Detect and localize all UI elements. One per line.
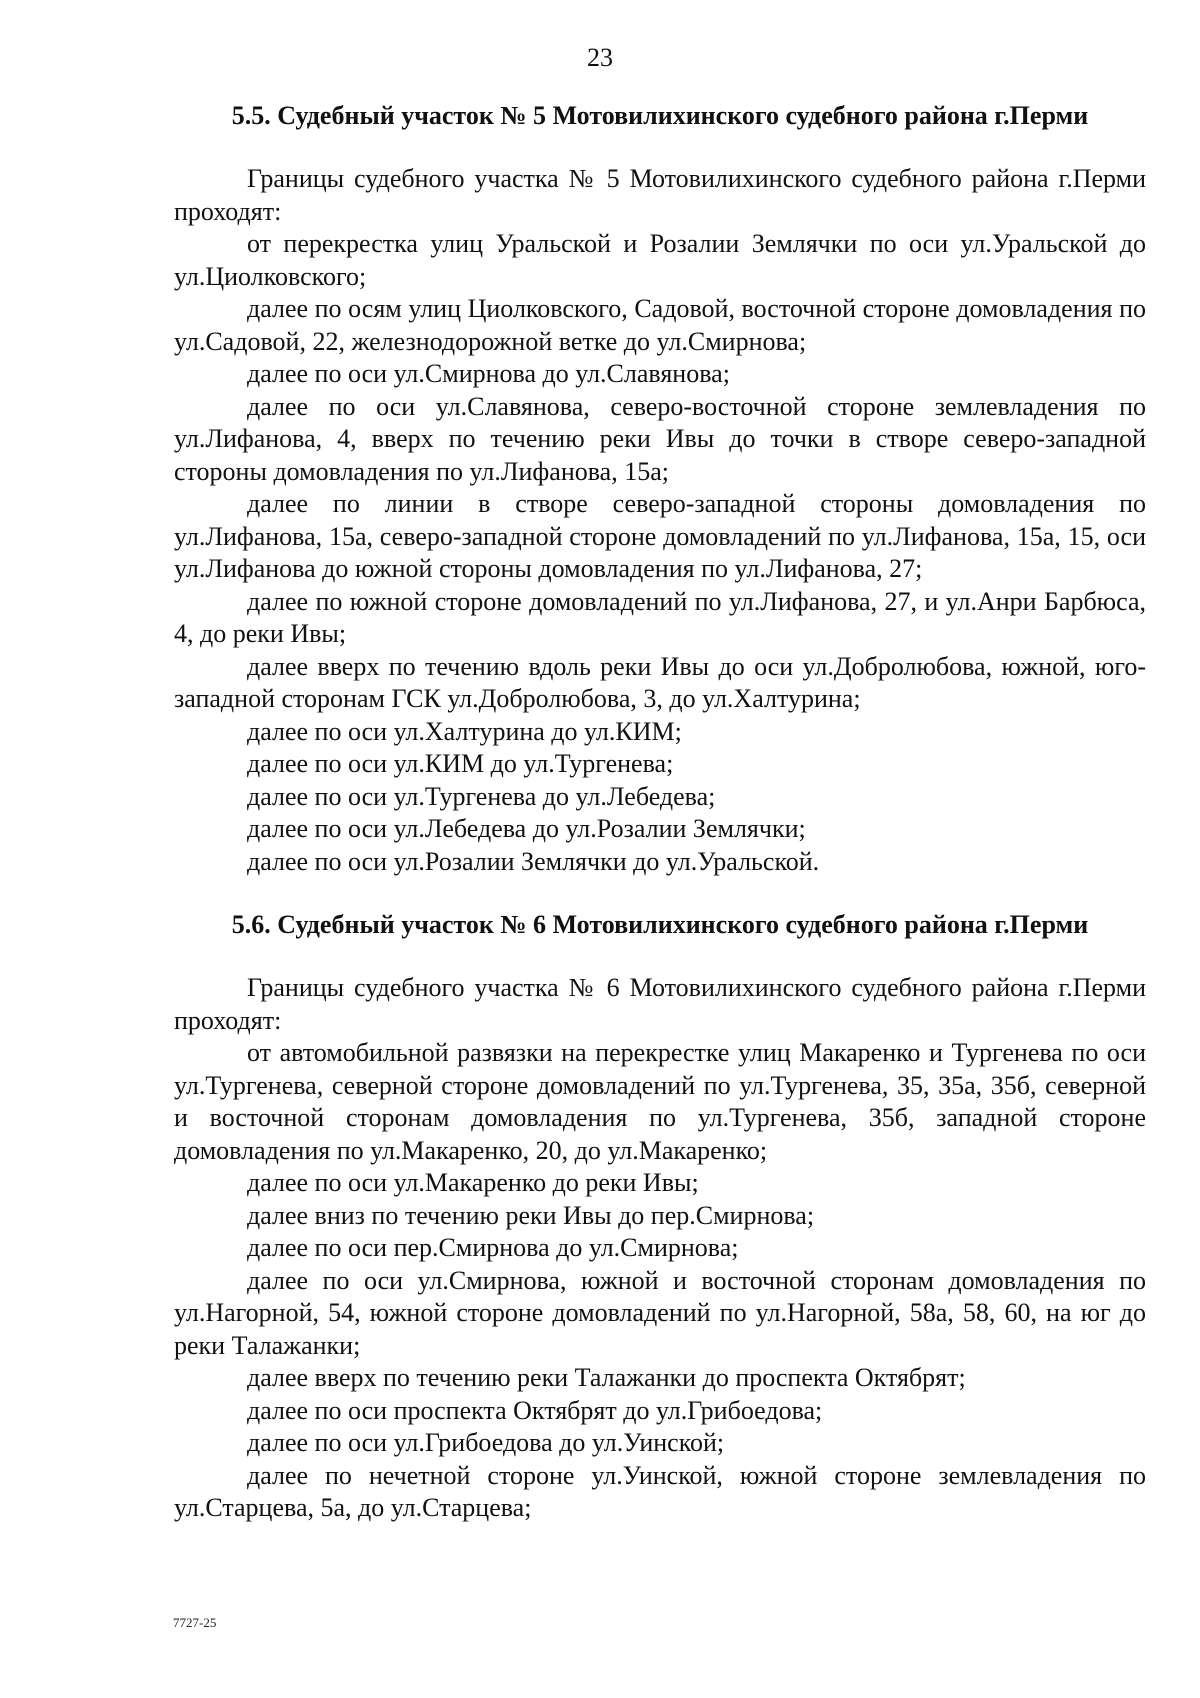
paragraph: далее по оси ул.Макаренко до реки Ивы; [247,1168,699,1197]
paragraph: далее по оси проспекта Октябрят до ул.Грибоедова; [247,1395,823,1425]
paragraph: далее по оси пер.Смирнова до ул.Смирнова; [247,1233,739,1262]
paragraph: далее по оси ул.Халтурина до ул.КИМ; [247,716,682,746]
section-paragraphs [174,163,1146,878]
paragraph: далее по оси ул.Лебедева до ул.Розалии Землячки; [247,814,806,843]
paragraph: далее по осям улиц Циолковского, Садовой, восточной стороне домовладения по ул.Садовой, 22, железнодорожной ветке до ул.Смирнова; [174,294,1146,356]
paragraph: далее вверх по течению реки Талажанки до проспекта Октябрят; [247,1363,966,1392]
paragraph: далее вверх по течению вдоль реки Ивы до оси ул.Добролюбова, южной, юго-западной сторонам ГСК ул.Добролюбова, 3, до ул.Халтурина; [174,651,1146,713]
section-heading: 5.6. Судебный участок № 6 Мотовилихинского судебного района г.Перми [231,910,1089,939]
paragraph: далее по линии в створе северо-западной стороны домовладения по ул.Лифанова, 15а, северо-западной стороне домовладений по ул.Лифанова, 15а, 15, оси ул.Лифанова до южной стороны домовладения по ул.Лифанова, 27; [174,489,1146,583]
paragraph: от автомобильной развязки на перекрестке улиц Макаренко и Тургенева по оси ул.Тургенева, северной стороне домовладений по ул.Тургенева, 35, 35а, 35б, северной и восточной сторонам домовладения по ул.Тургенева, 35б, западной стороне домовладения по ул.Макаренко, 20, до ул.Макаренко; [174,1038,1146,1165]
paragraph: далее по оси ул.Славянова, северо-восточной стороне землевладения по ул.Лифанова, 4, вверх по течению реки Ивы до точки в створе северо-западной стороны домовладения по ул.Лифанова, 15а; [174,391,1146,486]
paragraph: далее по южной стороне домовладений по ул.Лифанова, 27, и ул.Анри Барбюса, 4, до реки Ивы; [174,586,1146,648]
paragraph: далее по оси ул.Смирнова до ул.Славянова; [247,359,730,388]
section-heading: 5.5. Судебный участок № 5 Мотовилихинского судебного района г.Перми [231,101,1089,130]
paragraph: далее вниз по течению реки Ивы до пер.Смирнова; [247,1200,815,1230]
paragraph: далее по оси ул.КИМ до ул.Тургенева; [247,749,674,778]
paragraph: Границы судебного участка № 6 Мотовилихинского судебного района г.Перми проходят: [174,973,1146,1035]
document-body [174,100,1146,1525]
page-number: 23 [587,43,613,72]
paragraph: далее по оси ул.Смирнова, южной и восточной сторонам домовладения по ул.Нагорной, 54, южной стороне домовладений по ул.Нагорной, 58а, 58, 60, на юг до реки Талажанки; [174,1265,1146,1360]
paragraph: далее по оси ул.Розалии Землячки до ул.Уральской. [247,846,820,876]
section-5-6 [174,909,1146,1525]
paragraph: далее по оси ул.Тургенева до ул.Лебедева; [247,781,716,811]
paragraph: от перекрестка улиц Уральской и Розалии Землячки по оси ул.Уральской до ул.Циолковского; [174,229,1146,291]
paragraph: далее по оси ул.Грибоедова до ул.Уинской; [247,1428,725,1457]
document-code: 7727-25 [173,1615,217,1630]
paragraph: далее по нечетной стороне ул.Уинской, южной стороне землевладения по ул.Старцева, 5а, до ул.Старцева; [174,1460,1146,1522]
section-paragraphs [174,972,1146,1525]
section-5-5 [174,100,1146,878]
paragraph: Границы судебного участка № 5 Мотовилихинского судебного района г.Перми проходят: [174,164,1146,226]
